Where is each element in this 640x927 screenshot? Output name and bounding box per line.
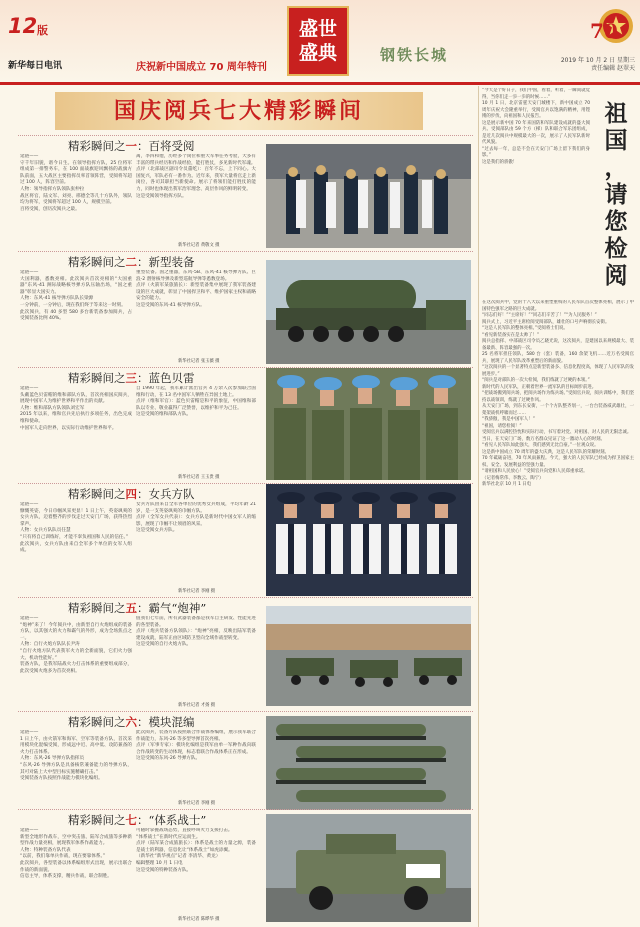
section-title: 精彩瞬间之五：霸气“炮神” <box>68 601 207 615</box>
section-body: 延链—— 头戴蓝色贝雷帽的维和部队方队，首次亮相国庆阅兵，展现中国军人为维护世界和平作出的贡献。 人物：维和部队方队领队刘宏军 2015 年以来，维和官兵先后执行多项任务，出色完成维和使命。 中国军人走向世界，以实际行动维护世界和平。 <box>20 386 132 431</box>
section-photo <box>266 260 471 364</box>
section-title: 精彩瞬间之四：女兵方队 <box>68 487 195 501</box>
page-number-suffix: 版 <box>37 24 48 37</box>
right-column-title: 祖 国 ， 请 您 检 阅 <box>604 100 628 289</box>
photo-byline: 新华社记者 李刚 摄 <box>178 801 216 806</box>
photo-byline: 新华社记者 才扬 摄 <box>178 703 216 708</box>
section-body-2: 此次阅兵，装备方队按照联合作战体系编组，展示我军联合作战能力，东风-26 等多型导弹首次亮相。 点评（军事专家）：模块化编组是我军由单一军种作战向联合作战转变的生动体现，标志着联合作战体系正在形成。 这是受阅的东风-26 导弹方队。 <box>136 730 256 762</box>
column-name: 钢铁长城 <box>380 46 449 64</box>
page-number: 12 <box>8 14 38 38</box>
section-7 <box>18 809 473 926</box>
section-body-2: 值我们七年前，所有武器装备都是我军自主研发、性能先进的各型装备。 点评（炮兵装备方队领队）：“炮神”亮相，反映出陆军装备建设成就，陆军正由区域防卫型向全域作战型转变。 这是受阅的自行火炮方队。 <box>136 616 256 648</box>
section-body-2: 可随时掌握战场态势，直接呼叫火力支援打击。 “体系战士”在新时代应运而生。 点评（陆军某合成旅旅长）：体系是战士的力量之源，装备是战士的利器，信息化让“体系战士”如虎添翼。 （新华社“新华视点”记者 李清华、黄龙） 编辑整理 10 月 1 日电 这是受阅的特种装备方队。 <box>136 828 256 873</box>
emblem-number: 70 <box>590 19 618 43</box>
section-3 <box>18 367 473 484</box>
section-photo <box>266 368 471 480</box>
photo-byline: 新华社记者 黄敬文 摄 <box>178 243 220 248</box>
section-body-2: 自 1990 年起，我军累计派出官兵 4 万余人次参加联合国维和行动，在 13 名中国军人牺牲在异国土地上。 点评（维和军官）：蓝色贝雷帽是和平的象征，中国维和部队以专业、敬业赢得广泛赞誉，以维护和平为己任。 这是受阅的维和部队方队。 <box>136 386 256 418</box>
section-body-2: 重型装备。国之重器，东风-5B、东风-41 核导弹方队、巨浪-2 潜射核导弹及新型巡航导弹等悉数登场。 点评（火箭军某旅旅长）：新型装备集中展现了我军装备建设的巨大成就，彰显了中国捍卫和平、维护国家主权和战略安全的能力。 这是受阅的东风-41 核导弹方队。 <box>136 270 256 308</box>
photo-byline: 新华社记者 王玉贵 摄 <box>178 475 220 480</box>
main-headline: 国庆阅兵七大精彩瞬间 <box>55 92 423 130</box>
section-1 <box>18 135 473 252</box>
right-column-body-1: “今天是个好日子，我们中国，看着，听着，一瞬间就觉得，当你们走一歩一歩的时候……” 10 月 1 日，北京雷霆天安门城楼下，新中国成立 70 周年庆祝大会隆重举行，受阅官兵以饱满的精神，用铿锵的步伐，向祖国和人民报告。 这是展示新中国 70 年来国防和军队建设成就的盛大阅兵。受阅部队由 59 个方（梯）队和联合军乐团组成，是近几次阅兵中规模最大的一次，展示了人民军队新时代风貌。 “过去每一年，总是不会在天安门广场上留下我们的身影。” 这是我们的骄傲！ <box>482 88 590 165</box>
section-5 <box>18 597 473 712</box>
section-body: 延链—— 1 日上午，由火箭军和海军、空军等装备方队，首次采用模块化混编受阅，形成远中近、高中低、攻防兼备的火力打击体系。 人物：东风-26 导弹方队指挥员 “东风-26 导弹方队是具备核常兼备能力的导弹方队，其可对陆上大中型目标实施精确打击。” 受阅装备方队按照作战能力模块化编组。 <box>20 730 132 782</box>
seal-line-2: 盛典 <box>298 42 337 64</box>
section-body-2: 离，李四和他，历经多个岗位和重大军事任务考验，大多有丰富的带兵经历和作战经验，能打胜仗，多见新时代军魂。 点评（北部战区副司令员董屹）：百年不忘，上下同心。大国复兴，军队必有一番作为。近年来，我军大量将官走上新岗位，各司其职担当新使命。展示了将领们能打胜仗的能力，同时也体现出我军治军理念、高层作风的鲜明转变。 这是受阅领导指挥方队。 <box>136 154 256 199</box>
special-edition-label: 庆祝新中国成立 70 周年特刊 <box>136 62 267 73</box>
section-title: 精彩瞬间之六：模块混编 <box>68 715 195 729</box>
seal-line-1: 盛世 <box>298 18 337 40</box>
section-6 <box>18 711 473 810</box>
section-photo <box>266 144 471 248</box>
army-emblem-70-icon <box>588 4 634 52</box>
edition-seal <box>287 6 349 76</box>
section-body: 延链—— “炮神”来了！今年阅兵中，由新型自行火炮组成的装备方队，以其强大的火力和霸气的外形，成为全场焦点之一。 人物：自行火炮方队队长尹涛 “自行火炮方队代表我军火力的全新面貌，它们火力强大、机动性能好。” 装备方队，是我军陆战火力打击体系的重要组成部分，此次受阅火炮多为首次亮相。 <box>20 616 132 674</box>
section-body: 延链—— 大国利器，悉数亮相。此次阅兵首次亮相的“大国重器”东风-41 洲际战略核导弹方队压轴出场，“国之重器”彰显大国实力。 人物：东风-41 核导弹方队队长梁源 一分钟前，一分钟后，现在我们终于等来这一时刻。 此次阅兵，有 40 多型 580 多台新装备参加阅兵，占受阅装备比例 40%。 <box>20 270 132 322</box>
right-column-body-2: 在这次阅兵中，党的十八大以来重塑重构的人民军队首次整体亮相，展示了中国特色强军之路的巨大成就。 “同志们好！”“主席好！”“同志们辛苦了！”“为人民服务！” 阅兵式上，习近平主席检阅受阅部队，雄壮的口号声响彻长安街。 “这是人民军队的整体亮相。”受阅将士们说。 “看见新装备实在是太帅了！” 阅兵总指挥、中部战区司令员乙晓光说，这次阅兵，是建国以来规模最大、装备最新、阵容最强的一次。 25 名将军担任领队，580 台（套）装备，160 余架飞机……近万名受阅官兵，展现了人民军队改革重塑后的新面貌。 “这次阅兵的一个显著特点是新型装备多、信息化程度高，体现了人民军队的发展进步。” “阅兵是对部队的一次大检阅，我们练就了过硬的本领。” 新时代的人民军队，正朝着世界一流军队的目标阔步前进。 “把战场搬到阅兵场，把阅兵场作为练兵场。”受阅官兵说，阅兵训练中，我们坚持以战领训，练就了过硬作风。 从天安门广场，到东长安街，一个个方队整齐划一，一台台装备威武雄壮，一架架战机呼啸而过…… “我骄傲，我是中国军人！” “祖国，请您检阅！” 受阅官兵以满腔热忱和实际行动，书写着对党、对祖国、对人民的无限忠诚。 当日，在天安门广场，数万名群众见证了这一激动人心的时刻。 “看见人民军队如此强大，我们感到无比自豪。”一位观众说。 这是新中国成立 70 周年的盛大庆典，这是人民军队的荣耀时刻。 70 年砥砺奋进，70 年风雨兼程。今天，强大的人民军队已经成为捍卫国家主权、安全、发展利益的坚强力量。 “请祖国和人民放心！”受阅官兵向党和人民郑重承诺。 （记者梅常伟、李数云、陶宁） 新华社北京 10 月 1 日电 <box>482 300 634 487</box>
date-line <box>553 57 635 73</box>
section-photo <box>266 484 471 596</box>
section-photo <box>266 716 471 810</box>
section-photo <box>266 814 471 922</box>
section-photo <box>266 606 471 706</box>
section-title: 精彩瞬间之七：“体系战士” <box>68 813 207 827</box>
newspaper-brand: 新华每日电讯 <box>8 61 63 71</box>
section-body: 延链—— 慷慨英姿，今日巾帼风采更显！1 日上午，英姿飒爽的女兵方队，迈着整齐的步伐走过天安门广场，获得热烈掌声。 人物：女兵方队队员任慧 “只有将自己训练好，才能不辜负祖国和人民的信任。” 此次阅兵，女兵方队由来自全军多个单位的女军人组成。 <box>20 502 132 554</box>
section-title: 精彩瞬间之一：百将受阅 <box>68 139 195 153</box>
section-body-2: 女兵方队由来自全军各单位的优秀女兵组成，平均年龄 21 岁，是一支英姿飒爽的巾帼方队。 点评（全军女兵代表）：女兵方队是新时代中国女军人的缩影，展现了巾帼不让须眉的风采。 这是受阅女兵方队。 <box>136 502 256 534</box>
section-body: 延链—— 新型全地形作战车，空中突击旅、陆军合成旅等多种新型作战力量亮相，展现我军体系作战能力。 人物：特种装备方队代表 “以前，我们靠单兵作战，现在要靠体系。” 此次阅兵，各型装备以体系编组形式出现，展示出联合作战的新面貌。 信息主导，体系支撑，精兵作战，联合制胜。 <box>20 828 132 880</box>
section-title: 精彩瞬间之三：蓝色贝雷 <box>68 371 195 385</box>
section-body: 延链—— 守千年旧貌，谱今日生。在领导指挥方队，25 位将军组成第一排警务车，在 100 面战旗迎风飘扬的战旗方队前面，五大战区主要指挥员率首领阵营，受阅将军超过 100 人，阵容空前。 人物：领导指挥方队领队张仲拉 战区将官，陆文军、刘亮、邢德全等几十方队外，领队均为将军，受阅将军超过 100 人，规模空前。 百将受阅，创历次阅兵之最。 <box>20 154 132 212</box>
date-text: 2019 年 10 月 2 日 星期三 <box>560 57 635 64</box>
header-rule <box>0 82 640 85</box>
editor-text: 责任编辑 赵翠天 <box>591 65 635 72</box>
photo-byline: 新华社记者 张玉薇 摄 <box>178 359 220 364</box>
section-2 <box>18 251 473 368</box>
photo-byline: 新华社记者 陈晔华 摄 <box>178 917 220 922</box>
section-4 <box>18 483 473 598</box>
section-title: 精彩瞬间之二：新型装备 <box>68 255 195 269</box>
photo-byline: 新华社记者 李刚 摄 <box>178 589 216 594</box>
